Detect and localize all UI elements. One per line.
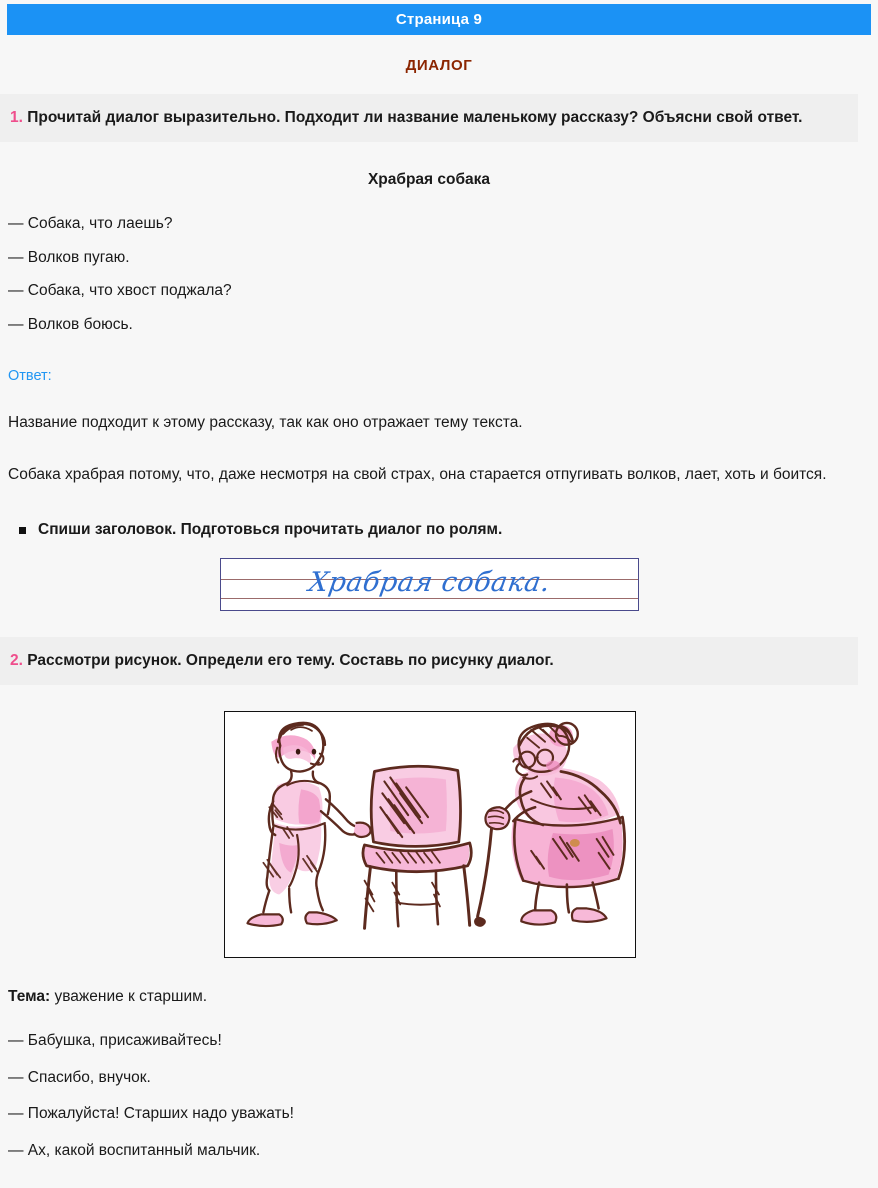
task-2-text: Рассмотри рисунок. Определи его тему. Составь по рисунку диалог. [27,651,554,669]
dialogue-line: — Бабушка, присаживайтесь! [8,1032,222,1049]
composed-dialogue [0,1033,878,1158]
answer-label: Ответ: [8,368,52,385]
dialogue-line: — Спасибо, внучок. [8,1068,151,1086]
dialogue-line: — Волков пугаю. [8,248,130,266]
square-bullet-icon [19,527,26,534]
story-title: Храбрая собака [367,171,491,189]
worksheet-page [0,4,878,1188]
subtask-row [0,521,878,539]
illustration-box [224,711,636,958]
answer-paragraph: Название подходит к этому рассказу, так как оно отражает тему текста. [8,414,523,432]
task-1-band [0,94,858,142]
dialogue-line: — Собака, что хвост поджала? [8,282,232,300]
dialogue-line: — Пожалуйста! Старших надо уважать! [8,1105,294,1122]
copybook-box [220,558,639,611]
theme-value: уважение к старшим. [54,988,208,1005]
answer-paragraph: Собака храбрая потому, что, даже несмотря на свой страх, она старается отпугивать волков, лает, хоть и боится. [8,465,827,483]
task-2-number: 2. [10,651,23,669]
task-1-text: Прочитай диалог выразительно. Подходит ли название маленькому рассказу? Объясни свой ответ. [27,109,803,126]
dialogue-line: — Волков боюсь. [8,315,133,333]
dialogue-line: — Ах, какой воспитанный мальчик. [8,1141,261,1159]
section-title: ДИАЛОГ [405,57,473,74]
story-dialogue [0,216,878,332]
copybook-wrap [0,558,878,611]
theme-line [0,988,878,1006]
page-banner [7,4,871,35]
subtask-text: Спиши заголовок. Подготовься прочитать диалог по ролям. [38,520,503,538]
handwriting-text: Храбрая собака. [306,566,553,598]
illustration-drawing [225,712,635,957]
page-banner-label: Страница 9 [395,11,483,28]
illustration-wrap [0,711,878,958]
task-1-number: 1. [10,109,23,126]
dialogue-line: — Собака, что лаешь? [8,215,173,233]
theme-label: Тема: [8,988,51,1005]
task-2-band [0,637,858,685]
